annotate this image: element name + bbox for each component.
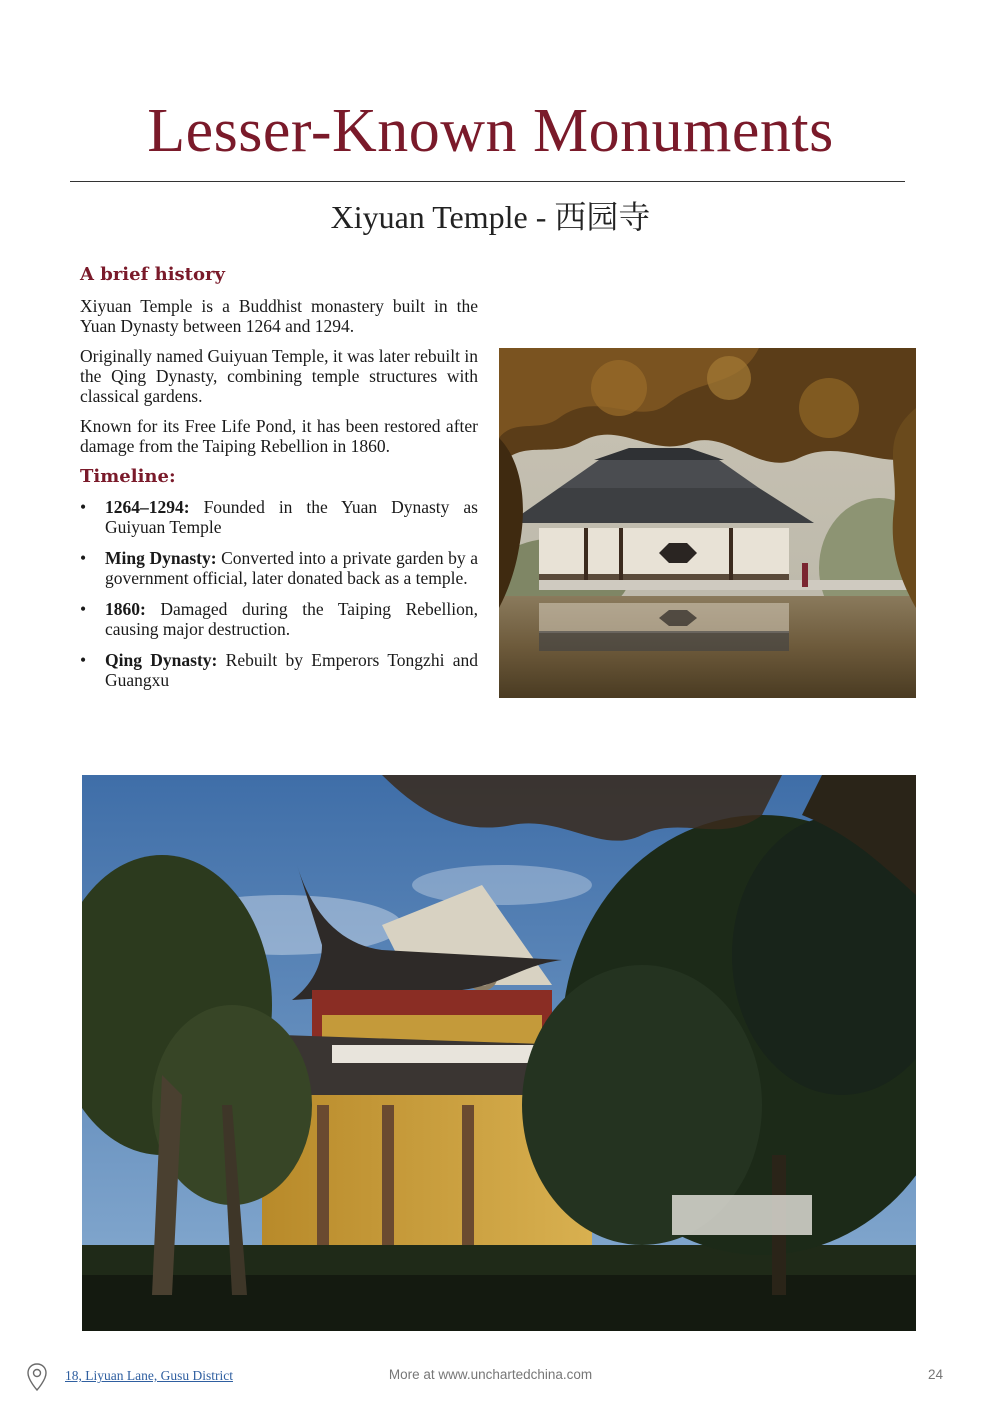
timeline-term: Qing Dynasty: xyxy=(105,650,218,671)
timeline-text: Rebuilt by Emperors Tongzhi and Guangxu xyxy=(105,650,479,691)
timeline-text: Converted into a private garden by a government official, later donated back as a temple. xyxy=(105,548,479,589)
address-link[interactable]: 18, Liyuan Lane, Gusu District xyxy=(65,1368,233,1383)
bullet-icon: • xyxy=(80,497,87,518)
footer-website-note: More at www.unchartedchina.com xyxy=(388,1367,593,1382)
timeline-item xyxy=(80,497,478,537)
history-paragraph: Xiyuan Temple is a Buddhist monastery built in the Yuan Dynasty between 1264 and 1294. xyxy=(80,295,478,336)
history-column xyxy=(80,264,478,701)
bullet-icon: • xyxy=(80,650,87,671)
timeline-text: Damaged during the Taiping Rebellion, causing major destruction. xyxy=(105,599,478,640)
timeline-item xyxy=(80,650,478,690)
pavilion-pond-photo xyxy=(499,348,916,698)
title-divider xyxy=(70,181,905,182)
timeline-text: Founded in the Yuan Dynasty as Guiyuan Temple xyxy=(105,497,478,538)
page-title: Lesser-Known Monuments xyxy=(147,97,834,165)
page-number: 24 xyxy=(927,1367,943,1382)
timeline-term: Ming Dynasty: xyxy=(105,548,217,569)
bullet-icon: • xyxy=(80,599,87,620)
timeline-term: 1264–1294: xyxy=(105,497,190,518)
history-heading: A brief history xyxy=(80,264,225,285)
timeline-item xyxy=(80,548,478,588)
history-paragraph: Known for its Free Life Pond, it has been restored after damage from the Taiping Rebellion in 1860. xyxy=(80,415,478,456)
bullet-icon: • xyxy=(80,548,87,569)
temple-hall-photo xyxy=(82,775,916,1331)
timeline-item xyxy=(80,599,478,639)
page-subtitle: Xiyuan Temple - 西园寺 xyxy=(330,199,651,235)
timeline-list xyxy=(80,497,478,690)
timeline-term: 1860: xyxy=(105,599,146,620)
history-paragraph: Originally named Guiyuan Temple, it was later rebuilt in the Qing Dynasty, combining temple structures with classical gardens. xyxy=(80,345,478,406)
timeline-heading: Timeline: xyxy=(80,465,176,487)
